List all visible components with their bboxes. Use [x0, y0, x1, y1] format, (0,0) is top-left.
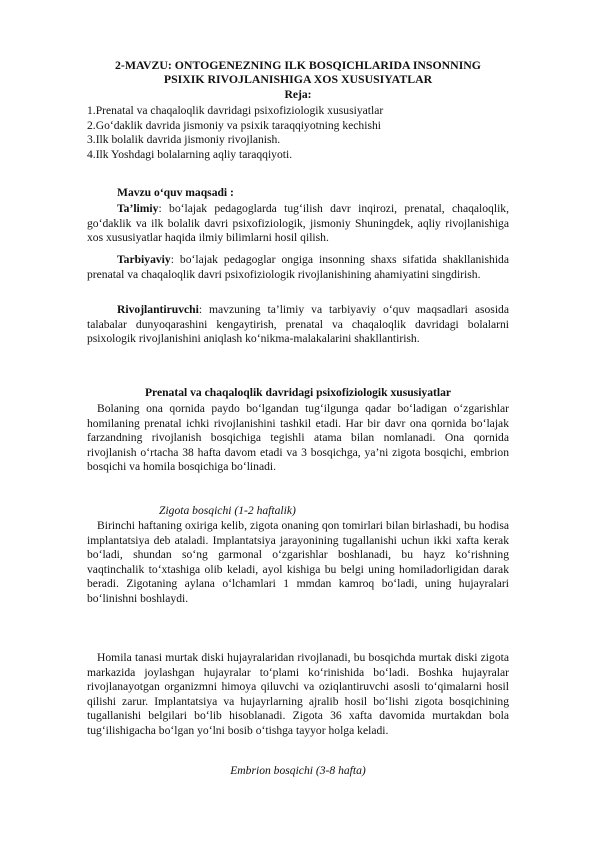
goal-developmental	[87, 303, 509, 347]
goal-educational	[87, 202, 509, 246]
goal-upbringing	[87, 253, 509, 282]
goal-upbringing-text: : bo‘lajak pedagoglar ongiga insonning shaxs sifatida shakllanishida prenatal va chaqaloqlik davri psixofiziologik rivojlanishining ahamiyatini singdirish.	[87, 253, 509, 281]
goal-educational-label: Ta’limiy	[117, 202, 159, 215]
goal-upbringing-label: Tarbiyaviy	[117, 253, 171, 266]
plan-item: 1.Prenatal va chaqaloqlik davridagi psixofiziologik xususiyatlar	[87, 104, 384, 117]
goals-heading: Mavzu o‘quv maqsadi :	[117, 186, 234, 199]
section-heading: Prenatal va chaqaloqlik davridagi psixofiziologik xususiyatlar	[144, 386, 452, 399]
plan-item: 3.Ilk bolalik davrida jismoniy rivojlanish.	[87, 133, 281, 147]
plan-list	[87, 104, 509, 162]
goal-developmental-text: : mavzuning ta’limiy va tarbiyaviy o‘quv maqsadlari asosida talabalar dunyoqarashini kengaytirish, prenatal va chaqaloqlik davridagi bolalarni psixologik rivojlanishini aniqlash ko‘nikma-malakalarini shakllantirish.	[87, 303, 509, 346]
plan-heading: Reja:	[284, 88, 312, 101]
zygote-heading: Zigota bosqichi (1-2 haftalik)	[159, 504, 296, 517]
zygote-paragraph-2: Homila tanasi murtak diski hujayralaridan rivojlanadi, bu bosqichda murtak diski zigota markazida joylashgan hujayralar to‘plami ko‘rinishida bo‘ladi. Boshka hujayralar rivojlanayotgan organizmni himoya qiluvchi va oziqlantiruvchi asosli to‘qimalarni hosil qilishi zarur. Implantatsiya va hujayrlarning ajralib hosil bo‘lishi zigota bosqichining tugallanishi belgilari bo‘lib hisoblanadi. Zigota 36 xafta davomida murtakdan bola tug‘ilishigacha bo‘lgan yo‘lni bosib o‘tishga tayyor holga keladi.	[87, 651, 509, 737]
goal-educational-text: : bo‘lajak pedagoglarda tug‘ilish davr inqirozi, prenatal, chaqaloqlik, go‘daklik va ilk bolalik davri psixofiziologik, jismoniy Shuningdek, aqliy rivojlanishiga xos xususiyatlar haqida ilmiy bilimlarni hosil qilish.	[87, 202, 509, 245]
topic-title	[87, 58, 509, 87]
embryo-heading: Embrion bosqichi (3-8 hafta)	[230, 764, 366, 777]
plan-item: 4.Ilk Yoshdagi bolalarning aqliy taraqqiyoti.	[87, 147, 293, 161]
intro-paragraph: Bolaning ona qornida paydo bo‘lgandan tug‘ilgunga qadar bo‘ladigan o‘zgarishlar homilaning prenatal ichki rivojlanishini tashkil etadi. Har bir davr ona qornida bo‘lajak farzandning rivojlanish bosqichiga tegishli atama bilan nomlanadi. Ona qornida rivojlanish o‘rtacha 38 hafta davom etadi va 3 bosqichga, ya’ni zigota bosqichi, embrion bosqichi va homila bosqichiga bo‘linadi.	[87, 402, 509, 474]
goal-developmental-label: Rivojlantiruvchi	[117, 303, 199, 316]
plan-item: 2.Go‘daklik davrida jismoniy va psixik taraqqiyotning kechishi	[87, 118, 381, 132]
zygote-paragraph-1: Birinchi haftaning oxiriga kelib, zigota onaning qon tomirlari bilan birlashadi, bu hodisa implantatsiya deb ataladi. Implantatsiya jarayonining tugallanishi uchun ikki xafta kerak bo‘ladi, shundan so‘ng garmonal o‘zgarishlar boshlanadi, bu hayz ko‘rishning vaqtinchalik to‘xtashiga olib keladi, ayol kishiga bu belgi uning homiladorligidan darak beradi. Zigotaning aylana o‘lchamlari 1 mmdan kamroq bo‘ladi, uning hujayralari bo‘linishni boshlaydi.	[87, 519, 509, 605]
title-line-1: 2-MAVZU: ONTOGENEZNING ILK BOSQICHLARIDA INSONNING	[115, 58, 481, 72]
title-line-2: PSIXIK RIVOJLANISHIGA XOS XUSUSIYATLAR	[163, 72, 433, 87]
